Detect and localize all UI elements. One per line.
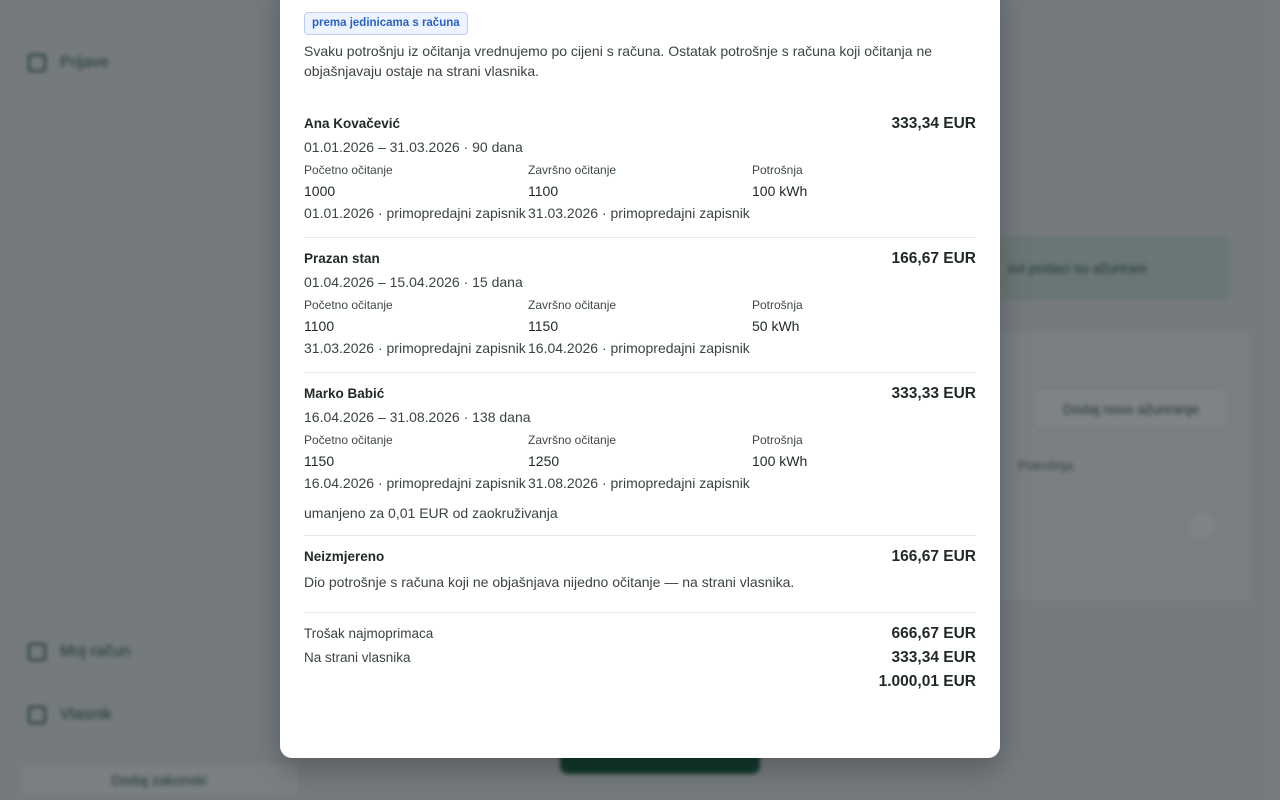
total-amount: 333,34 EUR: [891, 649, 976, 666]
total-amount: 666,67 EUR: [891, 625, 976, 642]
unmeasured-entry: [304, 536, 976, 612]
unmeasured-description: Dio potrošnje s računa koji ne objašnjava nijedno očitanje — na strani vlasnika.: [304, 574, 795, 590]
end-reading-source: 31.03.2026 · primopredajni zapisnik: [528, 205, 750, 221]
consumption-value: 50 kWh: [752, 318, 800, 334]
start-reading-label: Početno očitanje: [304, 298, 393, 312]
start-reading-source: 16.04.2026 · primopredajni zapisnik: [304, 475, 526, 491]
total-label: Na strani vlasnika: [304, 650, 411, 665]
start-reading-label: Početno očitanje: [304, 163, 393, 177]
consumption-value: 100 kWh: [752, 453, 808, 469]
modal-content: [304, 12, 976, 697]
total-row-tenants: [304, 625, 976, 649]
start-reading-label: Početno očitanje: [304, 433, 393, 447]
consumption-label: Potrošnja: [752, 433, 803, 447]
tenant-period: 01.04.2026 – 15.04.2026 · 15 dana: [304, 274, 523, 290]
tenant-amount: 333,34 EUR: [891, 115, 976, 132]
cost-breakdown-modal: [280, 0, 1000, 758]
end-reading-label: Završno očitanje: [528, 163, 617, 177]
tenant-entry: [304, 373, 976, 536]
rounding-note: umanjeno za 0,01 EUR od zaokruživanja: [304, 505, 558, 521]
total-amount: 1.000,01 EUR: [878, 673, 976, 690]
tenant-entry: [304, 103, 976, 238]
total-row-owner: [304, 649, 976, 673]
total-row-grand: [304, 673, 976, 697]
tenant-period: 16.04.2026 – 31.08.2026 · 138 dana: [304, 409, 531, 425]
tenant-amount: 333,33 EUR: [891, 385, 976, 402]
consumption-label: Potrošnja: [752, 298, 803, 312]
tenant-name: Ana Kovačević: [304, 116, 401, 131]
unmeasured-amount: 166,67 EUR: [891, 548, 976, 565]
modal-intro: Svaku potrošnju iz očitanja vrednujemo po cijeni s računa. Ostatak potrošnje s računa koji očitanja ne objašnjavaju ostaje na strani vlasnika.: [304, 43, 933, 79]
end-reading-source: 16.04.2026 · primopredajni zapisnik: [528, 340, 750, 356]
end-reading-value: 1250: [528, 453, 560, 469]
consumption-value: 100 kWh: [752, 183, 808, 199]
start-reading-value: 1100: [304, 318, 335, 334]
start-reading-source: 01.01.2026 · primopredajni zapisnik: [304, 205, 526, 221]
end-reading-value: 1150: [528, 318, 559, 334]
end-reading-label: Završno očitanje: [528, 433, 617, 447]
end-reading-value: 1100: [528, 183, 559, 199]
tenant-entry: [304, 238, 976, 373]
allocation-method-badge: prema jedinicama s računa: [304, 12, 468, 35]
tenant-amount: 166,67 EUR: [891, 250, 976, 267]
start-reading-value: 1150: [304, 453, 335, 469]
start-reading-value: 1000: [304, 183, 336, 199]
total-label: Trošak najmoprimaca: [304, 626, 434, 641]
totals-summary: [304, 612, 976, 697]
tenant-name: Prazan stan: [304, 251, 380, 266]
end-reading-label: Završno očitanje: [528, 298, 617, 312]
tenant-period: 01.01.2026 – 31.03.2026 · 90 dana: [304, 139, 523, 155]
consumption-label: Potrošnja: [752, 163, 803, 177]
unmeasured-name: Neizmjereno: [304, 549, 385, 564]
start-reading-source: 31.03.2026 · primopredajni zapisnik: [304, 340, 526, 356]
end-reading-source: 31.08.2026 · primopredajni zapisnik: [528, 475, 750, 491]
tenant-name: Marko Babić: [304, 386, 385, 401]
